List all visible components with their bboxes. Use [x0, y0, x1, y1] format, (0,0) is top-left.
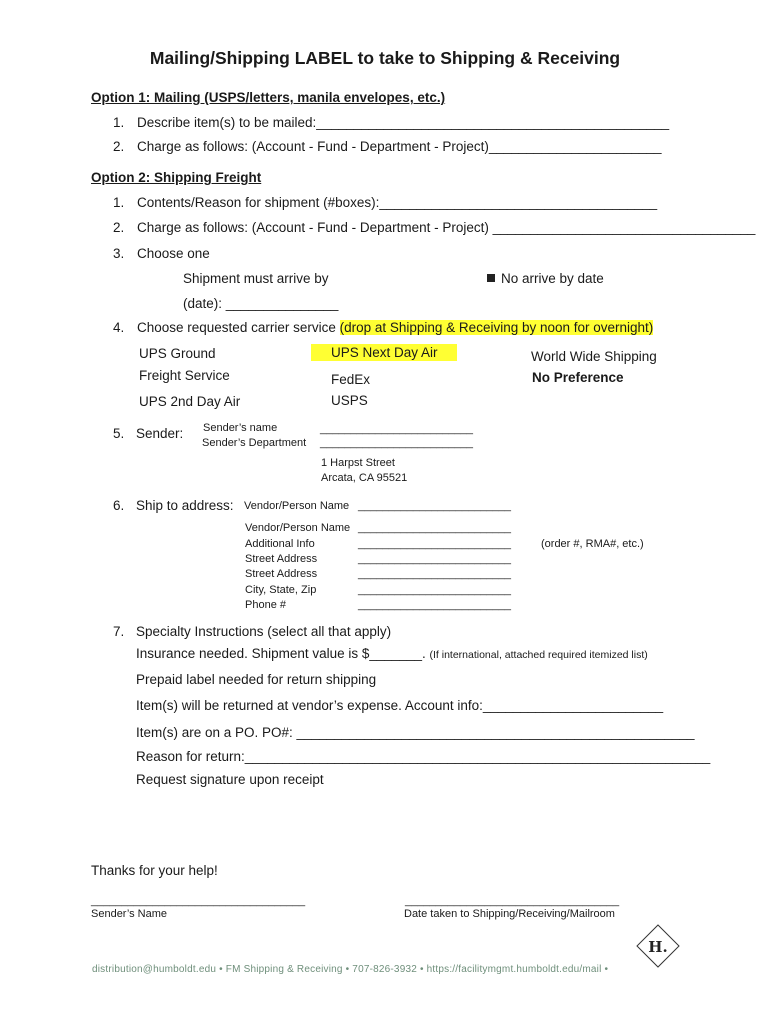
- option1-item2-number: 2.: [113, 139, 125, 154]
- option2-contents-reason: Contents/Reason for shipment (#boxes):_____________________________________: [137, 195, 658, 210]
- insurance-note: (If international, attached required itemized list): [429, 649, 648, 661]
- option2-heading: Option 2: Shipping Freight: [91, 170, 262, 185]
- sender-name-caption: Sender’s Name: [91, 908, 168, 920]
- ship-to-field-label: Vendor/Person Name: [244, 500, 350, 512]
- ship-to-field-label: Vendor/Person Name: [245, 522, 351, 534]
- no-arrive-by-date-label: No arrive by date: [501, 271, 604, 286]
- option1-describe-items: Describe item(s) to be mailed:_______________________________________________: [137, 115, 670, 130]
- ship-to-field-line[interactable]: _________________________: [358, 538, 511, 550]
- carrier-ups-2nd-day-air[interactable]: UPS 2nd Day Air: [139, 394, 241, 409]
- ship-to-field-label: Street Address: [245, 568, 318, 580]
- prepaid-label-option[interactable]: Prepaid label needed for return shipping: [136, 672, 377, 687]
- sender-city-state-zip: Arcata, CA 95521: [321, 472, 408, 484]
- carrier-service-line: [137, 320, 653, 335]
- option2-item4-number: 4.: [113, 320, 125, 335]
- request-signature-option[interactable]: Request signature upon receipt: [136, 772, 324, 787]
- date-taken-line[interactable]: ___________________________________: [405, 895, 620, 907]
- thanks-message: Thanks for your help!: [91, 863, 218, 878]
- date-taken-caption: Date taken to Shipping/Receiving/Mailroom: [404, 908, 615, 920]
- logo-text: H.: [648, 938, 668, 956]
- sender-name-label: Sender’s name: [203, 422, 278, 434]
- carrier-ups-next-day-air[interactable]: UPS Next Day Air: [311, 344, 457, 361]
- checkbox-icon[interactable]: [487, 274, 495, 282]
- insurance-label: Insurance needed. Shipment value is $_______.: [136, 646, 426, 661]
- ship-to-field-label: City, State, Zip: [245, 584, 317, 596]
- ship-to-field-line[interactable]: _________________________: [358, 500, 511, 512]
- po-option[interactable]: Item(s) are on a PO. PO#: _____________________________________________________: [136, 725, 695, 740]
- option1-charge-as-follows: Charge as follows: (Account - Fund - Department - Project)_______________________: [137, 139, 662, 154]
- carrier-ups-ground[interactable]: UPS Ground: [139, 346, 216, 361]
- option2-item6-number: 6.: [113, 498, 125, 513]
- option2-item1-number: 1.: [113, 195, 125, 210]
- carrier-fedex[interactable]: FedEx: [331, 372, 371, 387]
- ship-to-field-line[interactable]: _________________________: [358, 522, 511, 534]
- option2-item3-number: 3.: [113, 246, 125, 261]
- additional-info-note: (order #, RMA#, etc.): [541, 538, 644, 550]
- ship-to-field-label: Street Address: [245, 553, 318, 565]
- sender-department-label: Sender’s Department: [202, 437, 307, 449]
- ship-to-field-label: Phone #: [245, 599, 286, 611]
- overnight-note: (drop at Shipping & Receiving by noon for overnight): [339, 320, 654, 335]
- carrier-usps[interactable]: USPS: [331, 393, 368, 408]
- sender-department-field[interactable]: _________________________: [320, 437, 473, 449]
- must-arrive-by-label: Shipment must arrive by: [183, 271, 329, 286]
- sender-label: Sender:: [136, 426, 184, 441]
- ship-to-address-label: Ship to address:: [136, 498, 234, 513]
- choose-one-label: Choose one: [137, 246, 210, 261]
- option2-item5-number: 5.: [113, 426, 125, 441]
- option1-item1-number: 1.: [113, 115, 125, 130]
- page-title: Mailing/Shipping LABEL to take to Shipping & Receiving: [149, 48, 621, 68]
- vendor-expense-option[interactable]: Item(s) will be returned at vendor’s expense. Account info:________________________: [136, 698, 664, 713]
- no-arrive-by-date-option[interactable]: [487, 271, 604, 286]
- ship-to-field-line[interactable]: _________________________: [358, 584, 511, 596]
- option2-item7-number: 7.: [113, 624, 125, 639]
- humboldt-logo: [636, 924, 680, 968]
- sender-street-address: 1 Harpst Street: [321, 457, 395, 469]
- insurance-option[interactable]: [136, 646, 648, 661]
- ship-to-field-line[interactable]: _________________________: [358, 568, 511, 580]
- option1-heading: Option 1: Mailing (USPS/letters, manila envelopes, etc.): [91, 90, 446, 105]
- option2-item2-number: 2.: [113, 220, 125, 235]
- footer-contact-info: distribution@humboldt.edu • FM Shipping & Receiving • 707-826-3932 • https://facilitymgmt.humboldt.edu/mail •: [92, 964, 609, 975]
- carrier-service-label: Choose requested carrier service: [137, 320, 336, 335]
- ship-to-field-label: Additional Info: [245, 538, 315, 550]
- specialty-instructions-label: Specialty Instructions (select all that apply): [136, 624, 392, 639]
- option2-charge-as-follows: Charge as follows: (Account - Fund - Department - Project) ___________________________________: [137, 220, 756, 235]
- carrier-freight-service[interactable]: Freight Service: [139, 368, 230, 383]
- ship-to-field-line[interactable]: _________________________: [358, 553, 511, 565]
- carrier-no-preference[interactable]: No Preference: [532, 370, 624, 385]
- sender-name-field[interactable]: _________________________: [320, 423, 473, 435]
- reason-for-return-field[interactable]: Reason for return:______________________________________________________________: [136, 749, 711, 764]
- carrier-world-wide-shipping[interactable]: World Wide Shipping: [531, 349, 657, 364]
- sender-signature-line[interactable]: ___________________________________: [91, 895, 306, 907]
- ship-to-field-line[interactable]: _________________________: [358, 599, 511, 611]
- arrive-date-field: (date): _______________: [183, 296, 339, 311]
